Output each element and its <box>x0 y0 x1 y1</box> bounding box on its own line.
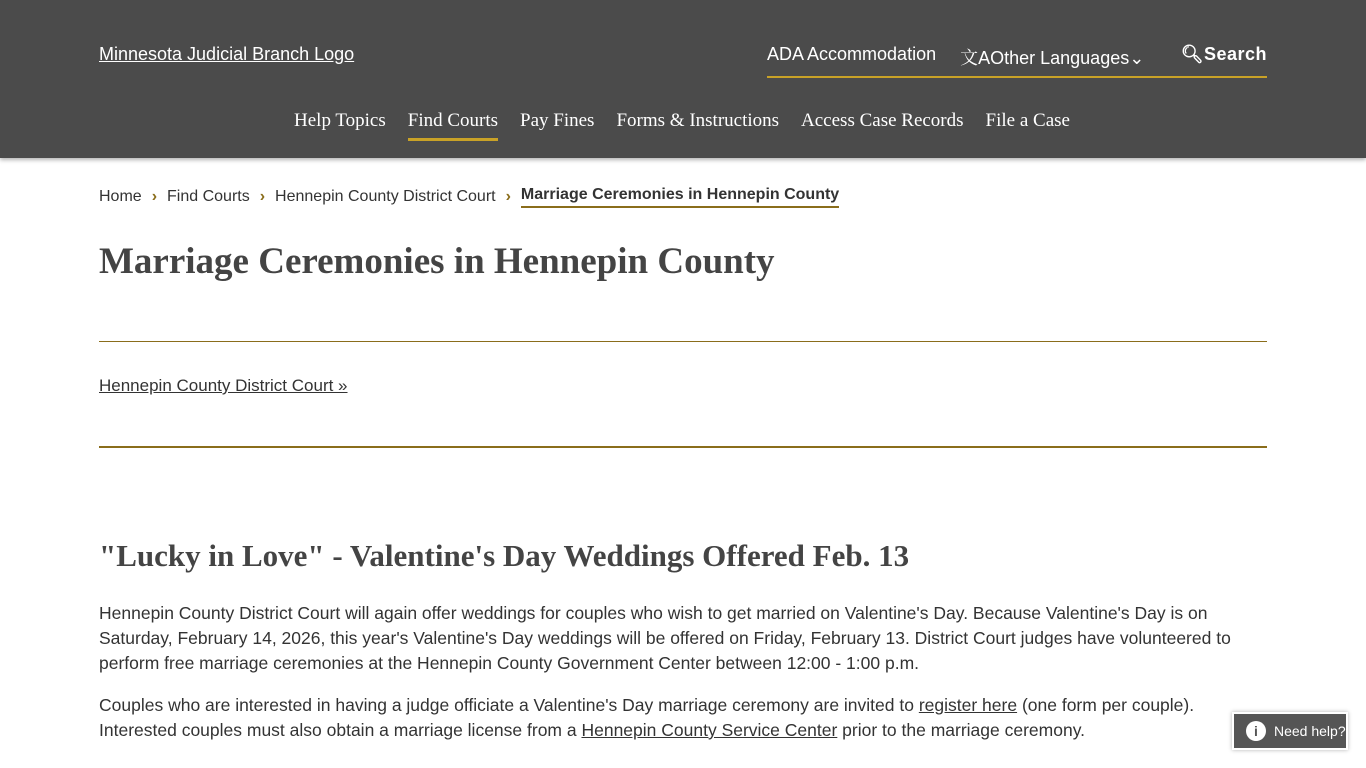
search-label: Search <box>1203 44 1267 64</box>
search-button[interactable] <box>1181 44 1267 65</box>
text: (one form per couple). Interested couples must also obtain a marriage license from a <box>99 695 1195 740</box>
breadcrumb-hennepin[interactable]: Hennepin County District Court <box>275 188 496 205</box>
paragraph <box>99 693 1269 743</box>
divider <box>99 341 1267 342</box>
breadcrumb-home[interactable]: Home <box>99 188 142 205</box>
nav-forms[interactable]: Forms & Instructions <box>616 110 780 131</box>
nav-pay-fines[interactable]: Pay Fines <box>520 110 595 131</box>
chevron-down-icon: ⌄ <box>1129 48 1145 68</box>
languages-label: Other Languages <box>990 48 1130 68</box>
site-logo-link[interactable]: Minnesota Judicial Branch Logo <box>99 44 355 64</box>
breadcrumb-current: Marriage Ceremonies in Hennepin County <box>521 186 839 208</box>
section-heading: "Lucky in Love" - Valentine's Day Weddings Offered Feb. 13 <box>99 538 910 573</box>
court-link[interactable]: Hennepin County District Court » <box>99 376 348 395</box>
page-title: Marriage Ceremonies in Hennepin County <box>99 241 775 282</box>
translate-icon: 文A <box>960 48 991 68</box>
chevron-right-icon: › <box>151 188 158 205</box>
register-link[interactable]: register here <box>918 695 1018 715</box>
chevron-right-icon: › <box>259 188 266 205</box>
ada-accommodation-link[interactable]: ADA Accommodation <box>767 44 937 64</box>
divider <box>99 446 1267 448</box>
help-label: Need help? <box>1274 723 1346 739</box>
need-help-button[interactable] <box>1232 712 1348 750</box>
text: Couples who are interested in having a judge officiate a Valentine's Day marriage ceremony are invited to <box>99 695 919 715</box>
breadcrumb <box>99 186 839 208</box>
site-header <box>0 0 1366 158</box>
chevron-right-icon: › <box>505 188 511 205</box>
service-center-link[interactable]: Hennepin County Service Center <box>581 720 838 740</box>
other-languages-dropdown[interactable] <box>960 44 1144 70</box>
text: prior to the marriage ceremony. <box>837 720 1086 740</box>
nav-case-records[interactable]: Access Case Records <box>801 110 964 131</box>
paragraph: Hennepin County District Court will again offer weddings for couples who wish to get married on Valentine's Day. Because Valentine's Day is on Saturday, February 14, 2026, this year's Valentine's Day weddings will be offered on Friday, February 13. District Court judges have volunteered to perform free marriage ceremonies at the Hennepin County Government Center between 12:00 - 1:00 p.m. <box>99 603 1231 673</box>
nav-file-case[interactable]: File a Case <box>985 110 1070 131</box>
search-icon: 🔍︎ <box>1180 44 1204 64</box>
main-nav <box>0 110 1366 141</box>
nav-help-topics[interactable]: Help Topics <box>294 110 386 131</box>
nav-find-courts[interactable]: Find Courts <box>408 110 498 141</box>
utility-bar <box>767 42 1267 78</box>
breadcrumb-find-courts[interactable]: Find Courts <box>167 188 250 205</box>
info-icon: i <box>1246 721 1266 741</box>
